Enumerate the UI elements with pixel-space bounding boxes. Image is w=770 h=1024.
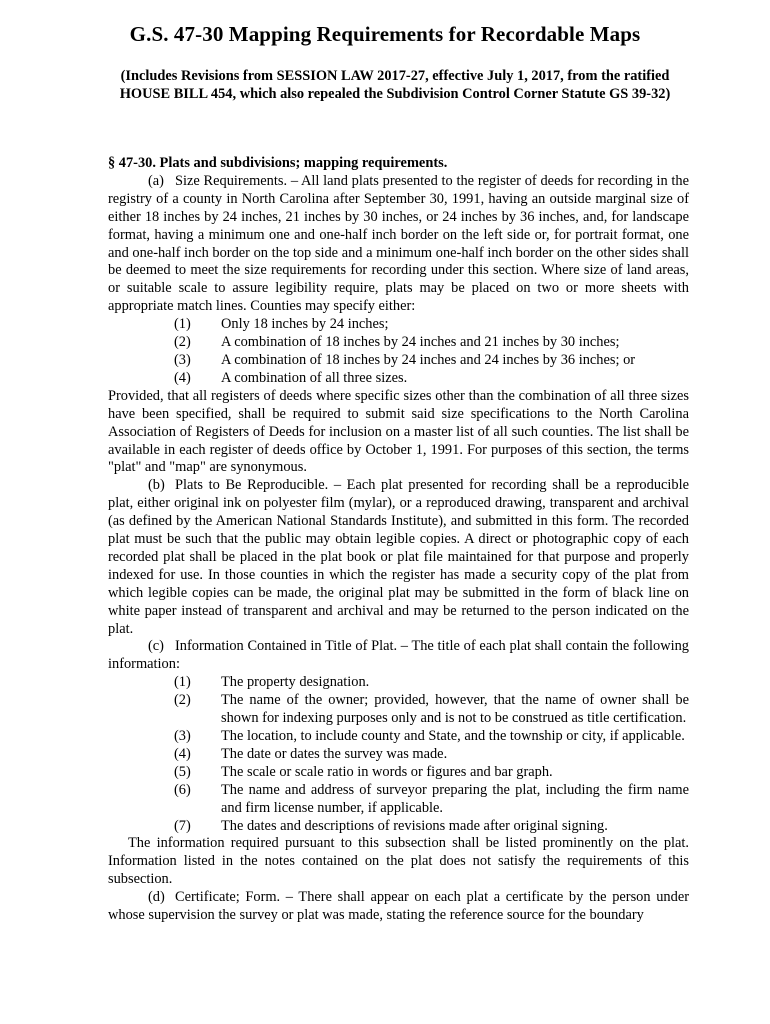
list-item-text: The scale or scale ratio in words or figures and bar graph. — [221, 763, 553, 780]
list-item-number: (1) — [174, 674, 191, 691]
subsection-d-label: (d) — [148, 889, 165, 906]
subsection-b — [108, 477, 689, 638]
list-item-number: (6) — [174, 781, 191, 798]
list-item-text: The dates and descriptions of revisions made after original signing. — [221, 817, 608, 834]
subsection-d-text: Certificate; Form. – There shall appear on each plat a certificate by the person under whose supervision the survey or plat was made, stating the reference source for the boundary — [108, 889, 689, 924]
subsection-c — [108, 638, 689, 674]
subsection-a — [108, 173, 689, 316]
list-item-text: A combination of all three sizes. — [221, 369, 408, 386]
subsection-b-text: Plats to Be Reproducible. – Each plat presented for recording shall be a reproducible plat, either original ink on polyester film (mylar), or a reproduced drawing, transparent and archival (as defined by the American National Standards Institute), and submitted in this form. The recorded plat must be such that the public may obtain legible copies. A direct or photographic copy of each recorded plat shall be placed in the plat book or plat file maintained for that purpose and properly indexed for use. In those counties in which the register has made a security copy of the plat from which legible copies can be made, the original plat may be submitted in the form of black line on white paper instead of transparent and archival and may be returned to the person indicated on the plat. — [108, 477, 689, 637]
subsection-b-label: (b) — [148, 477, 165, 494]
list-item-number: (2) — [174, 692, 191, 709]
list-item — [108, 764, 689, 782]
list-item — [108, 746, 689, 764]
title-info-list — [108, 674, 689, 835]
list-item-number: (3) — [174, 728, 191, 744]
list-item — [108, 818, 689, 836]
list-item — [108, 674, 689, 692]
list-item-text: The date or dates the survey was made. — [221, 745, 448, 762]
list-item — [108, 334, 689, 352]
subsection-d — [108, 889, 689, 925]
list-item-text: A combination of 18 inches by 24 inches and 24 inches by 36 inches; or — [221, 351, 636, 368]
list-item-number: (3) — [174, 351, 191, 368]
list-item-text: The name of the owner; provided, however, that the name of owner shall be shown for indexing purposes only and is not to be construed as title certification. — [221, 692, 689, 727]
list-item — [108, 370, 689, 388]
list-item-number: (1) — [174, 316, 191, 333]
list-item-number: (2) — [174, 334, 191, 351]
document-subtitle: (Includes Revisions from SESSION LAW 2017-27, effective July 1, 2017, from the ratified HOUSE BILL 454, which also repealed the Subdivision Control Corner Statute GS 39-32) — [119, 68, 671, 102]
list-item-text: Only 18 inches by 24 inches; — [221, 316, 389, 333]
document-body — [108, 155, 689, 925]
list-item — [108, 692, 689, 728]
section-heading: § 47-30. Plats and subdivisions; mapping requirements. — [108, 155, 448, 171]
list-item-number: (4) — [174, 745, 191, 762]
subsection-a-proviso: Provided, that all registers of deeds where specific sizes other than the combination of all three sizes have been specified, shall be required to submit said size specifications to the North Carolina Association of Registers of Deeds for inclusion on a master list of all such counties. The list shall be available in each register of deeds office by October 1, 1991. For purposes of this section, the terms "plat" and "map" are synonymous. — [108, 387, 689, 476]
list-item-text: The property designation. — [221, 674, 370, 691]
subsection-c-label: (c) — [148, 638, 164, 655]
subsection-c-after: The information required pursuant to this subsection shall be listed prominently on the plat. Information listed in the notes contained on the plat does not satisfy the requirements of this subsection. — [108, 835, 689, 888]
list-item — [108, 728, 689, 746]
list-item-number: (7) — [174, 817, 191, 834]
subsection-a-label: (a) — [148, 172, 164, 189]
size-options-list — [108, 316, 689, 388]
list-item-number: (4) — [174, 369, 191, 386]
list-item-number: (5) — [174, 763, 191, 780]
list-item-text: The name and address of surveyor preparing the plat, including the firm name and firm license number, if applicable. — [221, 781, 689, 816]
list-item-text: A combination of 18 inches by 24 inches and 21 inches by 30 inches; — [221, 334, 620, 351]
list-item-text: The location, to include county and State, and the township or city, if applicable. — [221, 728, 685, 744]
list-item — [108, 352, 689, 370]
document-title: G.S. 47-30 Mapping Requirements for Recordable Maps — [129, 22, 641, 46]
list-item — [108, 316, 689, 334]
list-item — [108, 782, 689, 818]
subsection-c-text: Information Contained in Title of Plat. – The title of each plat shall contain the following information: — [108, 638, 689, 673]
subsection-a-text: Size Requirements. – All land plats presented to the register of deeds for recording in the registry of a county in North Carolina after September 30, 1991, having an outside marginal size of either 18 inches by 24 inches, 21 inches by 30 inches, or 24 inches by 36 inches, and, for landscape format, having a minimum one and one-half inch border on the left side or, for portrait format, one and one-half inch border on the top side and a minimum one-half inch border on the other sides shall be deemed to meet the size requirements for recording under this section. Where size of land areas, or suitable scale to assure legibility require, plats may be placed on two or more sheets with appropriate match lines. Counties may specify either: — [108, 172, 689, 315]
